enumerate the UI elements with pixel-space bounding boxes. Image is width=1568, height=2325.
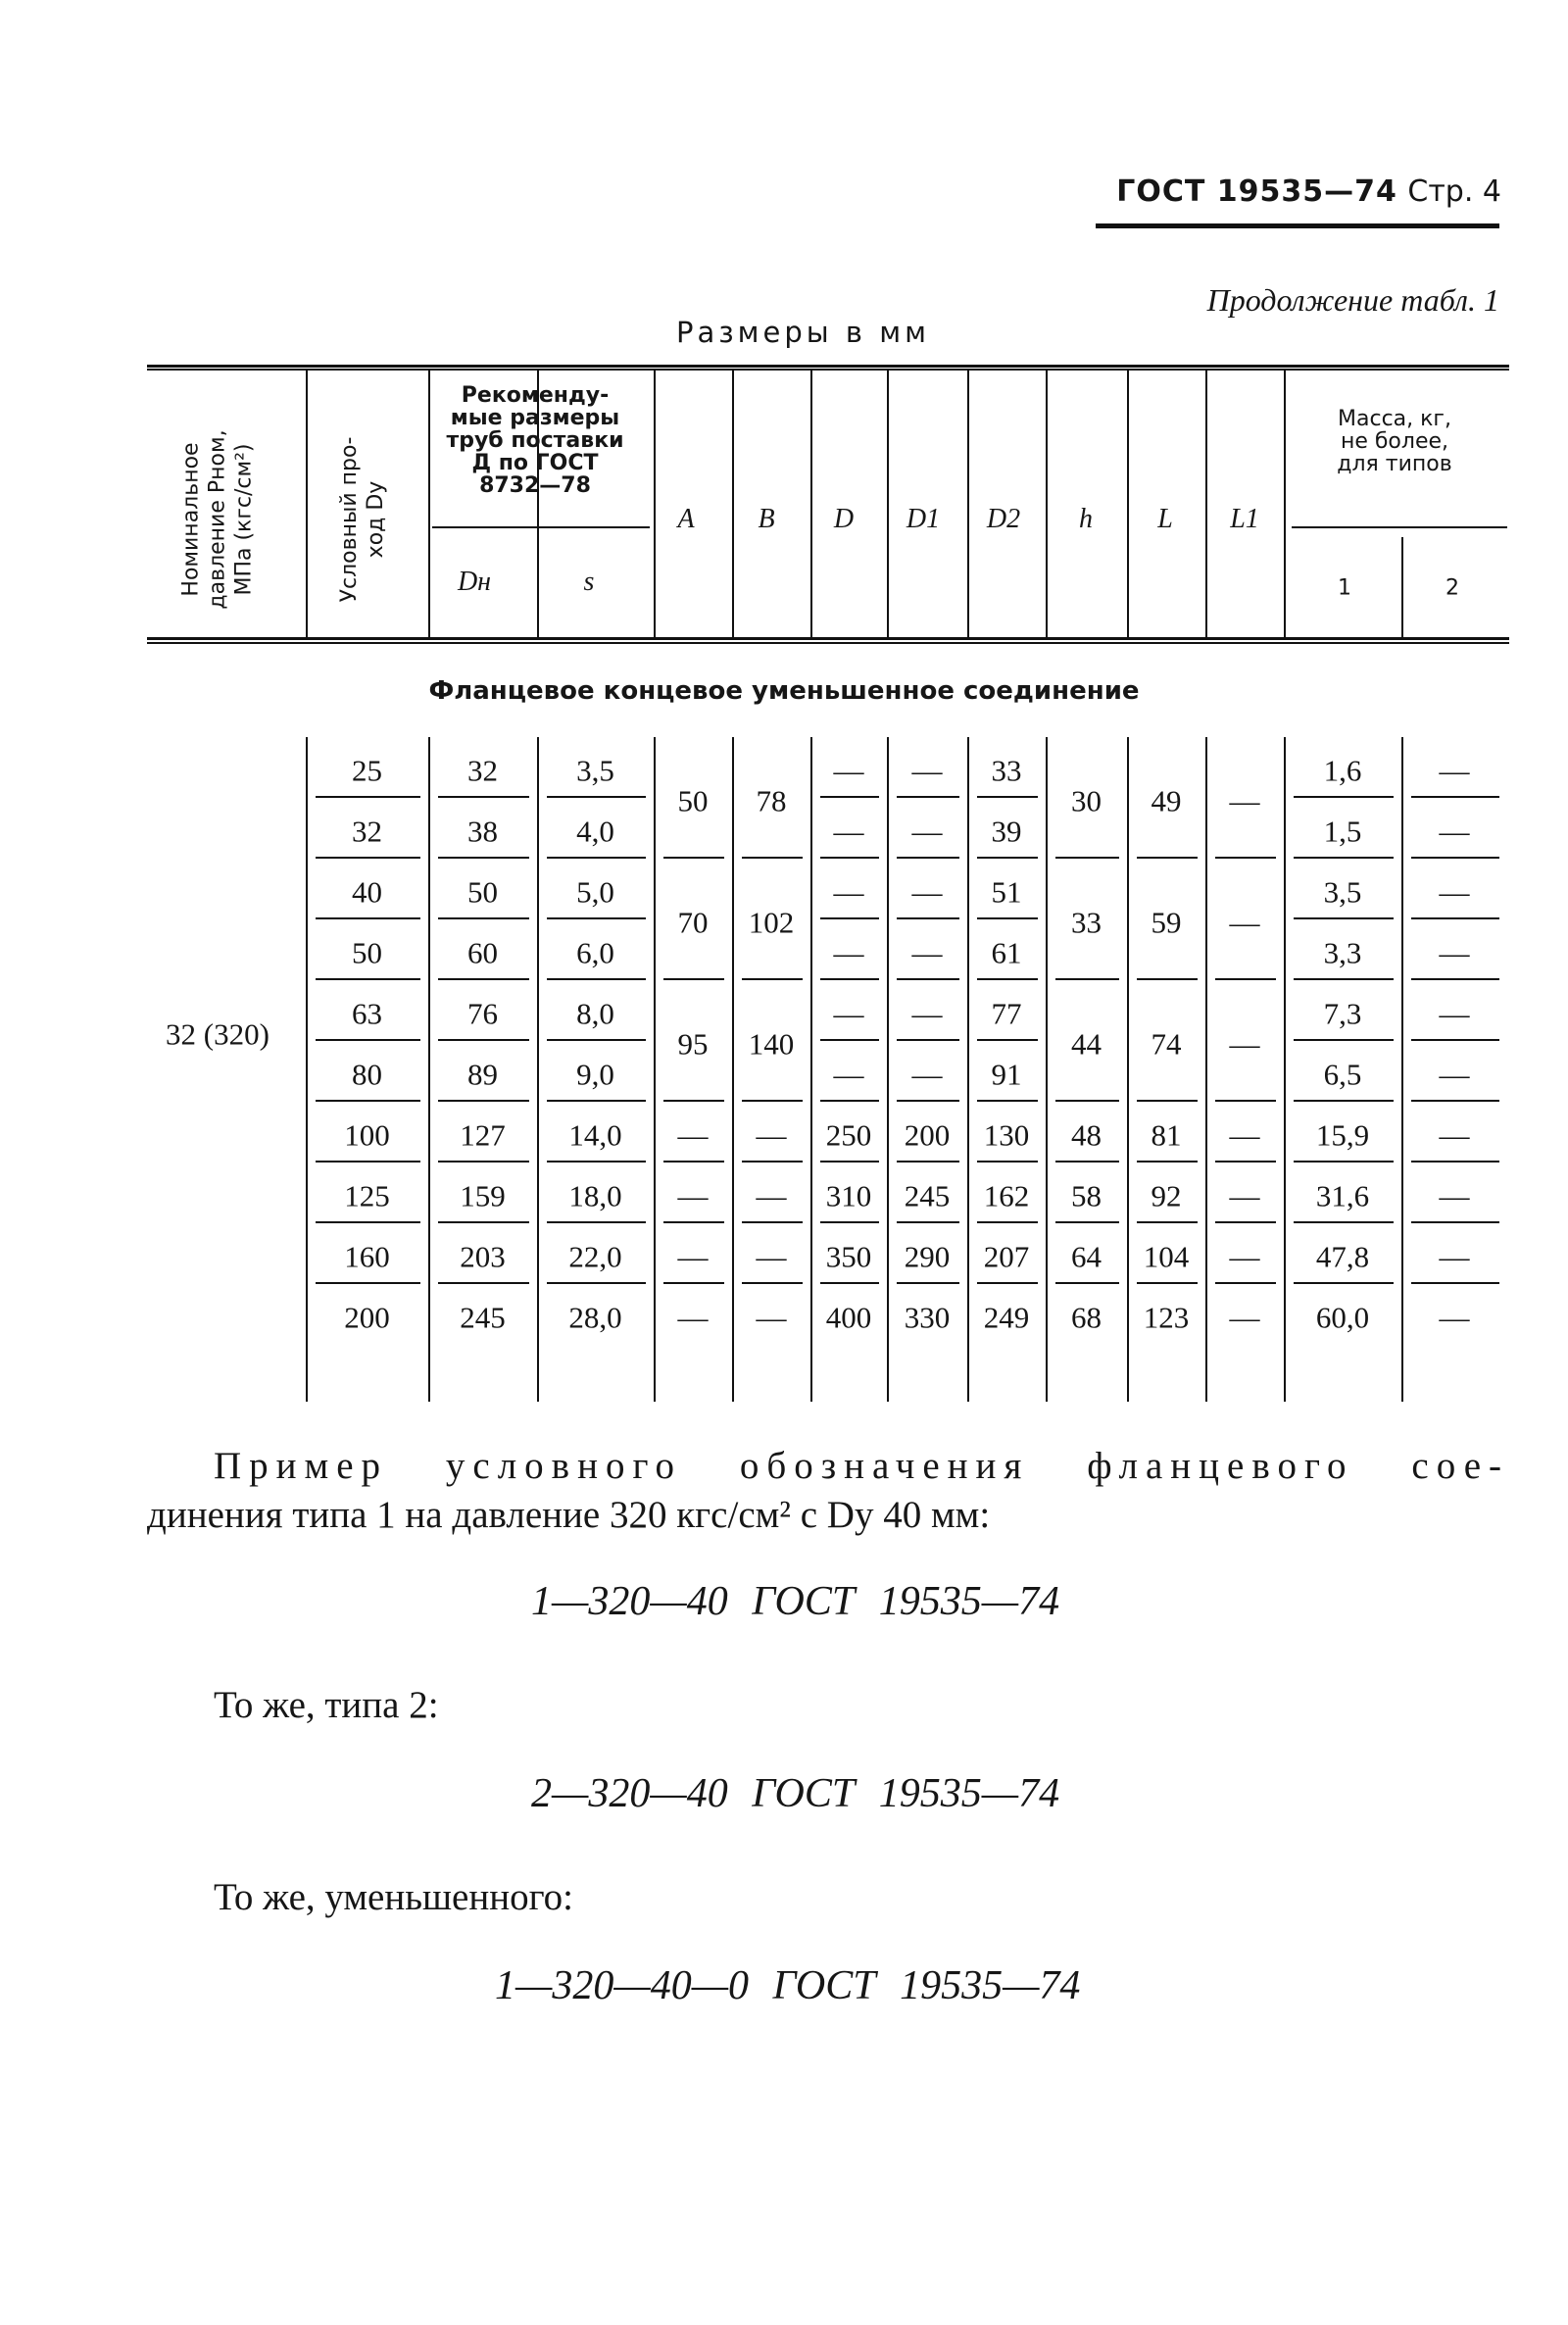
row-rule <box>438 1221 529 1223</box>
table-cell-m1: 31,6 <box>1315 1178 1370 1213</box>
row-rule <box>897 1282 959 1284</box>
header-bottom-rule <box>147 637 1509 640</box>
group-rule <box>1055 857 1119 859</box>
table-cell-m2: — <box>1439 1239 1470 1274</box>
table-cell-s: 22,0 <box>568 1239 622 1274</box>
header-column-rule <box>1401 537 1403 637</box>
row-rule <box>438 1100 529 1102</box>
table-cell-dy: 63 <box>352 996 382 1031</box>
table-cell-d1: — <box>911 753 943 788</box>
header-bottom-rule <box>147 642 1509 644</box>
row-rule <box>547 1039 646 1041</box>
table-cell-s: 3,5 <box>576 753 614 788</box>
table-cell-d: 350 <box>825 1239 872 1274</box>
header-b: B <box>758 504 775 534</box>
row-rule <box>820 857 879 859</box>
table-cell-s: 6,0 <box>576 935 614 970</box>
table-cell-d2: 249 <box>983 1300 1030 1335</box>
row-rule <box>820 1100 879 1102</box>
row-rule <box>897 1161 959 1162</box>
row-rule <box>547 796 646 798</box>
pressure-value: 32 (320) <box>166 1016 270 1052</box>
row-rule <box>438 1282 529 1284</box>
table-cell-m2: — <box>1439 753 1470 788</box>
table-cell-d: — <box>833 814 864 849</box>
table-cell-dn: 89 <box>467 1057 498 1092</box>
table-cell-l: 104 <box>1143 1239 1190 1274</box>
header-s: s <box>583 567 595 597</box>
table-cell-l1: — <box>1229 1300 1260 1335</box>
row-rule <box>977 1161 1038 1162</box>
data-column-rule <box>887 737 889 1402</box>
table-cell-m1: 15,9 <box>1315 1117 1370 1153</box>
row-rule <box>316 978 420 980</box>
designation-type2: 2—320—40 ГОСТ 19535—74 <box>531 1771 1060 1816</box>
table-cell-l: 92 <box>1151 1178 1182 1213</box>
table-cell-m1: 47,8 <box>1315 1239 1370 1274</box>
table-cell-d1: — <box>911 1057 943 1092</box>
header-type1: 1 <box>1338 575 1351 601</box>
group-rule <box>1055 1100 1119 1102</box>
table-cell-d1: — <box>911 996 943 1031</box>
table-cell-m1: 60,0 <box>1315 1300 1370 1335</box>
row-rule <box>1055 1221 1119 1223</box>
designation-type1: 1—320—40 ГОСТ 19535—74 <box>531 1579 1060 1624</box>
row-rule <box>977 978 1038 980</box>
group-rule <box>1137 978 1198 980</box>
row-rule <box>820 796 879 798</box>
table-cell-dy: 125 <box>344 1178 390 1213</box>
row-rule <box>316 1039 420 1041</box>
row-rule <box>977 796 1038 798</box>
row-rule <box>316 917 420 919</box>
row-rule <box>977 1282 1038 1284</box>
row-rule <box>663 1161 724 1162</box>
table-cell-m2: — <box>1439 1057 1470 1092</box>
table-cell-dn: 76 <box>467 996 498 1031</box>
row-rule <box>316 857 420 859</box>
table-cell-m2: — <box>1439 996 1470 1031</box>
row-rule <box>977 917 1038 919</box>
table-cell-h: 58 <box>1071 1178 1102 1213</box>
table-cell-d1: 245 <box>904 1178 951 1213</box>
data-column-rule <box>1127 737 1129 1402</box>
table-cell-d2: 61 <box>991 935 1022 970</box>
designation-reduced: 1—320—40—0 ГОСТ 19535—74 <box>495 1963 1081 2008</box>
group-rule <box>663 1100 724 1102</box>
data-column-rule <box>428 737 430 1402</box>
row-rule <box>977 857 1038 859</box>
row-rule <box>897 1221 959 1223</box>
row-rule <box>1294 1100 1394 1102</box>
table-cell-d: — <box>833 753 864 788</box>
group-rule <box>663 857 724 859</box>
table-cell-m1: 3,3 <box>1323 935 1362 970</box>
table-cell-m1: 1,6 <box>1323 753 1362 788</box>
table-cell-dy: 50 <box>352 935 382 970</box>
row-rule <box>1137 1282 1198 1284</box>
row-rule <box>547 1161 646 1162</box>
table-cell-dy: 200 <box>344 1300 390 1335</box>
table-cell-d1: — <box>911 814 943 849</box>
row-rule <box>897 1039 959 1041</box>
merged-cell-a: 70 <box>677 905 709 940</box>
row-rule <box>316 1282 420 1284</box>
table-cell-dn: 38 <box>467 814 498 849</box>
row-rule <box>897 917 959 919</box>
table-cell-h: 48 <box>1071 1117 1102 1153</box>
header-d1: D1 <box>906 504 941 534</box>
table-cell-dy: 32 <box>352 814 382 849</box>
table-top-rule <box>147 369 1509 371</box>
table-cell-b: — <box>756 1178 787 1213</box>
data-column-rule <box>1284 737 1286 1402</box>
row-rule <box>820 1282 879 1284</box>
group-rule <box>742 978 803 980</box>
group-rule <box>742 1100 803 1102</box>
row-rule <box>897 796 959 798</box>
table-cell-dn: 203 <box>460 1239 506 1274</box>
header-column-rule <box>1046 371 1048 637</box>
data-column-rule <box>810 737 812 1402</box>
row-rule <box>897 857 959 859</box>
row-rule <box>547 917 646 919</box>
table-cell-l1: — <box>1229 1178 1260 1213</box>
table-cell-a: — <box>677 1239 709 1274</box>
row-rule <box>438 917 529 919</box>
table-cell-h: 68 <box>1071 1300 1102 1335</box>
table-cell-d: — <box>833 1057 864 1092</box>
group-rule <box>1215 857 1276 859</box>
row-rule <box>438 796 529 798</box>
row-rule <box>1411 1161 1499 1162</box>
row-rule <box>1294 1039 1394 1041</box>
table-cell-d2: 39 <box>991 814 1022 849</box>
row-rule <box>1055 1161 1119 1162</box>
table-cell-m2: — <box>1439 935 1470 970</box>
row-rule <box>1055 1282 1119 1284</box>
row-rule <box>547 1221 646 1223</box>
merged-cell-b: 140 <box>748 1026 795 1062</box>
table-cell-d2: 33 <box>991 753 1022 788</box>
table-cell-d1: — <box>911 874 943 910</box>
header-column-rule <box>654 371 656 637</box>
header-pipes-group: Рекоменду- мые размеры труб поставки Д по ГОСТ 8732—78 <box>446 383 624 498</box>
table-cell-l1: — <box>1229 1239 1260 1274</box>
group-rule <box>1215 1100 1276 1102</box>
row-rule <box>742 1161 803 1162</box>
table-cell-a: — <box>677 1117 709 1153</box>
table-cell-l1: — <box>1229 1117 1260 1153</box>
merged-cell-l1: — <box>1229 783 1260 818</box>
data-column-rule <box>732 737 734 1402</box>
row-rule <box>1215 1282 1276 1284</box>
group-rule <box>1137 857 1198 859</box>
table-cell-m2: — <box>1439 874 1470 910</box>
row-rule <box>742 1282 803 1284</box>
row-rule <box>1215 1221 1276 1223</box>
table-cell-m1: 1,5 <box>1323 814 1362 849</box>
row-rule <box>663 1282 724 1284</box>
gost-number: ГОСТ 19535—74 <box>1116 174 1397 209</box>
table-cell-m2: — <box>1439 1300 1470 1335</box>
table-cell-d2: 77 <box>991 996 1022 1031</box>
table-cell-m2: — <box>1439 814 1470 849</box>
table-cell-d: 400 <box>825 1300 872 1335</box>
table-cell-h: 64 <box>1071 1239 1102 1274</box>
row-rule <box>820 1161 879 1162</box>
row-rule <box>663 1221 724 1223</box>
data-column-rule <box>967 737 969 1402</box>
table-cell-b: — <box>756 1239 787 1274</box>
row-rule <box>1137 1221 1198 1223</box>
table-cell-a: — <box>677 1178 709 1213</box>
header-a: A <box>677 504 695 534</box>
table-cell-s: 9,0 <box>576 1057 614 1092</box>
header-l: L <box>1157 504 1173 534</box>
row-rule <box>742 1221 803 1223</box>
table-cell-dy: 40 <box>352 874 382 910</box>
row-rule <box>820 917 879 919</box>
row-rule <box>1411 917 1499 919</box>
merged-cell-l: 59 <box>1151 905 1182 940</box>
table-cell-s: 5,0 <box>576 874 614 910</box>
row-rule <box>977 1039 1038 1041</box>
table-cell-d1: 330 <box>904 1300 951 1335</box>
table-cell-m1: 3,5 <box>1323 874 1362 910</box>
table-cell-d: — <box>833 935 864 970</box>
row-rule <box>547 1282 646 1284</box>
header-d: D <box>833 504 855 534</box>
header-mass-group: Масса, кг, не более, для типов <box>1337 407 1452 476</box>
mass-subheader-rule <box>1292 526 1507 528</box>
same-reduced-label: То же, уменьшенного: <box>214 1876 573 1918</box>
table-cell-m1: 7,3 <box>1323 996 1362 1031</box>
header-dn: Dн <box>457 567 492 597</box>
row-rule <box>1411 1039 1499 1041</box>
header-column-rule <box>810 371 812 637</box>
table-cell-l: 123 <box>1143 1300 1190 1335</box>
row-rule <box>897 978 959 980</box>
units-caption: Размеры в мм <box>676 316 930 349</box>
table-cell-d2: 91 <box>991 1057 1022 1092</box>
data-column-rule <box>1205 737 1207 1402</box>
table-cell-dn: 245 <box>460 1300 506 1335</box>
group-rule <box>1137 1100 1198 1102</box>
table-cell-d1: 290 <box>904 1239 951 1274</box>
table-cell-d1: — <box>911 935 943 970</box>
header-h: h <box>1079 504 1093 534</box>
table-cell-m2: — <box>1439 1178 1470 1213</box>
table-cell-dn: 32 <box>467 753 498 788</box>
merged-cell-h: 44 <box>1071 1026 1102 1062</box>
row-rule <box>316 1100 420 1102</box>
table-cell-dn: 50 <box>467 874 498 910</box>
merged-cell-b: 102 <box>748 905 795 940</box>
merged-cell-l: 49 <box>1151 783 1182 818</box>
row-rule <box>316 796 420 798</box>
header-type2: 2 <box>1446 575 1459 601</box>
table-cell-dn: 60 <box>467 935 498 970</box>
row-rule <box>897 1100 959 1102</box>
row-rule <box>977 1100 1038 1102</box>
table-cell-d2: 162 <box>983 1178 1030 1213</box>
row-rule <box>820 1221 879 1223</box>
data-column-rule <box>537 737 539 1402</box>
table-cell-d2: 207 <box>983 1239 1030 1274</box>
row-rule <box>316 1221 420 1223</box>
table-cell-s: 28,0 <box>568 1300 622 1335</box>
row-rule <box>1411 796 1499 798</box>
table-cell-m1: 6,5 <box>1323 1057 1362 1092</box>
example-paragraph-line1: Пример условного обозначения фланцевого сое- <box>214 1445 1509 1487</box>
row-rule <box>1294 978 1394 980</box>
header-column-rule <box>537 537 539 637</box>
row-rule <box>977 1221 1038 1223</box>
header-column-rule <box>967 371 969 637</box>
table-cell-d2: 51 <box>991 874 1022 910</box>
row-rule <box>820 1039 879 1041</box>
table-cell-a: — <box>677 1300 709 1335</box>
header-column-rule <box>306 371 308 637</box>
row-rule <box>438 857 529 859</box>
group-rule <box>1215 978 1276 980</box>
table-cell-dy: 80 <box>352 1057 382 1092</box>
merged-cell-l1: — <box>1229 905 1260 940</box>
continuation-label: Продолжение табл. 1 <box>1206 282 1499 318</box>
header-column-rule <box>1127 371 1129 637</box>
table-cell-l: 81 <box>1151 1117 1182 1153</box>
row-rule <box>1294 1282 1394 1284</box>
table-cell-dy: 160 <box>344 1239 390 1274</box>
merged-cell-l1: — <box>1229 1026 1260 1062</box>
header-d2: D2 <box>986 504 1021 534</box>
row-rule <box>438 1039 529 1041</box>
data-column-rule <box>1046 737 1048 1402</box>
table-cell-s: 18,0 <box>568 1178 622 1213</box>
row-rule <box>547 1100 646 1102</box>
merged-cell-b: 78 <box>756 783 787 818</box>
data-column-rule <box>306 737 308 1402</box>
row-rule <box>1294 796 1394 798</box>
merged-cell-l: 74 <box>1151 1026 1182 1062</box>
merged-cell-a: 95 <box>677 1026 709 1062</box>
header-column-rule <box>1284 371 1286 637</box>
data-column-rule <box>654 737 656 1402</box>
row-rule <box>1294 1221 1394 1223</box>
table-cell-s: 8,0 <box>576 996 614 1031</box>
row-rule <box>1411 1221 1499 1223</box>
table-cell-d: — <box>833 874 864 910</box>
row-rule <box>547 857 646 859</box>
merged-cell-h: 33 <box>1071 905 1102 940</box>
example-paragraph-line2: динения типа 1 на давление 320 кгс/см² с Dу 40 мм: <box>147 1494 991 1536</box>
table-cell-s: 14,0 <box>568 1117 622 1153</box>
table-cell-d: — <box>833 996 864 1031</box>
data-column-rule <box>1401 737 1403 1402</box>
table-cell-s: 4,0 <box>576 814 614 849</box>
section-title: Фланцевое концевое уменьшенное соединение <box>428 676 1140 706</box>
row-rule <box>438 978 529 980</box>
page-number: Стр. 4 <box>1407 174 1501 209</box>
group-rule <box>742 857 803 859</box>
row-rule <box>438 1161 529 1162</box>
table-cell-d: 310 <box>825 1178 872 1213</box>
row-rule <box>316 1161 420 1162</box>
row-rule <box>1294 917 1394 919</box>
row-rule <box>1137 1161 1198 1162</box>
row-rule <box>547 978 646 980</box>
table-cell-d2: 130 <box>983 1117 1030 1153</box>
table-cell-dn: 127 <box>460 1117 506 1153</box>
table-top-rule <box>147 365 1509 368</box>
row-rule <box>1411 978 1499 980</box>
table-cell-m2: — <box>1439 1117 1470 1153</box>
header-column-rule <box>887 371 889 637</box>
same-type2-label: То же, типа 2: <box>214 1684 439 1726</box>
row-rule <box>1411 1100 1499 1102</box>
table-cell-b: — <box>756 1117 787 1153</box>
table-cell-d1: 200 <box>904 1117 951 1153</box>
row-rule <box>1215 1161 1276 1162</box>
table-cell-dy: 100 <box>344 1117 390 1153</box>
row-rule <box>820 978 879 980</box>
pipes-subheader-rule <box>432 526 650 528</box>
merged-cell-h: 30 <box>1071 783 1102 818</box>
group-rule <box>1055 978 1119 980</box>
header-pressure: Номинальное давление Pном, МПа (кгс/см²) <box>178 429 257 610</box>
row-rule <box>1294 1161 1394 1162</box>
merged-cell-a: 50 <box>677 783 709 818</box>
row-rule <box>1294 857 1394 859</box>
header-l1: L1 <box>1230 504 1259 534</box>
header-column-rule <box>1205 371 1207 637</box>
table-cell-b: — <box>756 1300 787 1335</box>
table-cell-d: 250 <box>825 1117 872 1153</box>
group-rule <box>663 978 724 980</box>
table-cell-dn: 159 <box>460 1178 506 1213</box>
header-column-rule <box>732 371 734 637</box>
table-cell-dy: 25 <box>352 753 382 788</box>
row-rule <box>1411 1282 1499 1284</box>
header-dy: Условный про- ход Dу <box>337 436 388 603</box>
row-rule <box>1411 857 1499 859</box>
